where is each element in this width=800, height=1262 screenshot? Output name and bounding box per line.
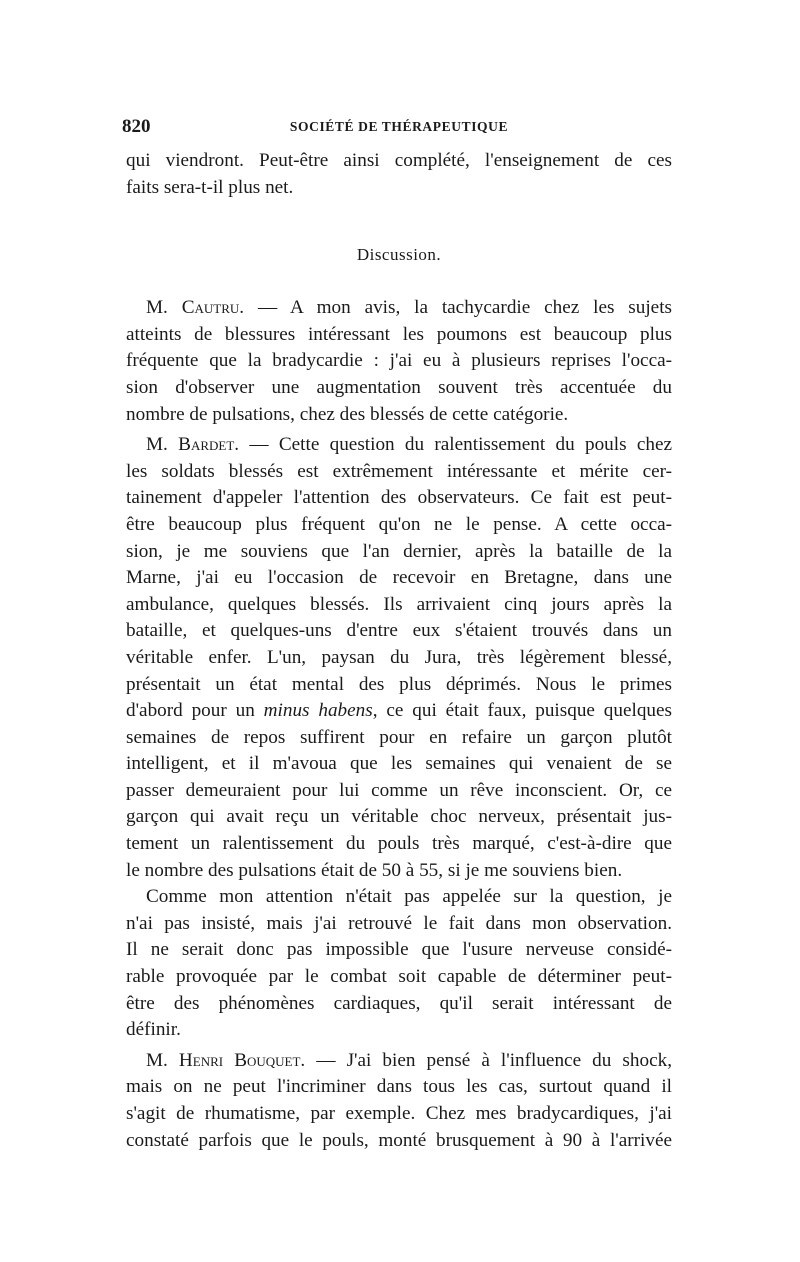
text-line: M. Bardet. — Cette question du ralentissement du pouls chez [146,434,672,456]
speaker-name: M. Cautru. [146,297,245,319]
text-line: constaté parfois que le pouls, monté brusquement à 90 à l'arrivée [126,1129,672,1151]
text-line: s'agit de rhumatisme, par exemple. Chez mes bradycardiques, j'ai [126,1103,672,1124]
speaker-name: M. Henri Bouquet. [146,1049,306,1071]
intro-paragraph [126,148,672,201]
text-line: sion, je me souviens que l'an dernier, après la bataille de la [126,540,672,562]
text-line: faits sera-t-il plus net. [126,176,294,198]
text-line: être beaucoup plus fréquent qu'on ne le pense. A cette occa- [126,513,672,535]
text-line: sion d'observer une augmentation souvent très accentuée du [126,376,672,398]
text-line: qui viendront. Peut-être ainsi complété, l'enseignement de ces [126,150,672,171]
section-title: Discussion. [356,245,442,265]
paragraph-bardet [126,432,672,884]
text-line: semaines de repos suffirent pour en refaire un garçon plutôt [126,726,672,748]
text-line: fréquente que la bradycardie : j'ai eu à plusieurs reprises l'occa- [126,350,672,372]
text-line: tainement d'appeler l'attention des observateurs. Ce fait est peut- [126,487,672,509]
text-line: les soldats blessés est extrêmement intéressante et mérite cer- [126,460,672,482]
text-line: atteints de blessures intéressant les poumons est beaucoup plus [126,323,672,345]
text-line: M. Cautru. — A mon avis, la tachycardie chez les sujets [146,297,672,319]
text-line: Marne, j'ai eu l'occasion de recevoir en Bretagne, dans une [126,567,672,589]
section-heading [126,245,672,265]
paragraph-continuation [126,884,672,1044]
text-line: garçon qui avait reçu un véritable choc nerveux, présentait jus- [126,806,672,828]
paragraph-cautru [126,295,672,428]
text-line: le nombre des pulsations était de 50 à 55, si je me souviens bien. [126,859,623,881]
italic-phrase: minus habens [263,700,373,722]
text-line: être des phénomènes cardiaques, qu'il serait intéressant de [126,992,672,1014]
text-line: mais on ne peut l'incriminer dans tous les cas, surtout quand il [126,1076,672,1098]
text-line: intelligent, et il m'avoua que les semaines qui venaient de se [126,753,672,775]
text-line: véritable enfer. L'un, paysan du Jura, très légèrement blessé, [126,646,672,668]
text-line: définir. [126,1019,181,1041]
running-head [122,112,672,142]
text-line: passer demeuraient pour lui comme un rêve inconscient. Or, ce [126,779,672,801]
text-line: Il ne serait donc pas impossible que l'usure nerveuse considé- [126,939,672,961]
page-number: 820 [122,116,151,137]
text-line: ambulance, quelques blessés. Ils arrivaient cinq jours après la [126,593,672,615]
text-line: d'abord pour un minus habens, ce qui était faux, puisque quelques [126,700,672,722]
text-line: tement un ralentissement du pouls très marqué, c'est-à-dire que [126,833,672,855]
journal-title: SOCIÉTÉ DE THÉRAPEUTIQUE [289,119,509,134]
book-page [122,112,672,1154]
text-line: Comme mon attention n'était pas appelée sur la question, je [146,886,672,908]
speaker-name: M. Bardet. [146,434,240,456]
text-line: présentait un état mental des plus déprimés. Nous le primes [126,673,672,695]
text-line: rable provoquée par le combat soit capable de déterminer peut- [126,966,672,988]
paragraph-bouquet [126,1048,672,1154]
text-line: bataille, et quelques-uns d'entre eux s'étaient trouvés dans un [126,620,672,642]
text-line: nombre de pulsations, chez des blessés de cette catégorie. [126,403,569,425]
text-line: n'ai pas insisté, mais j'ai retrouvé le fait dans mon observation. [126,912,672,934]
text-line: M. Henri Bouquet. — J'ai bien pensé à l'influence du shock, [146,1049,672,1071]
